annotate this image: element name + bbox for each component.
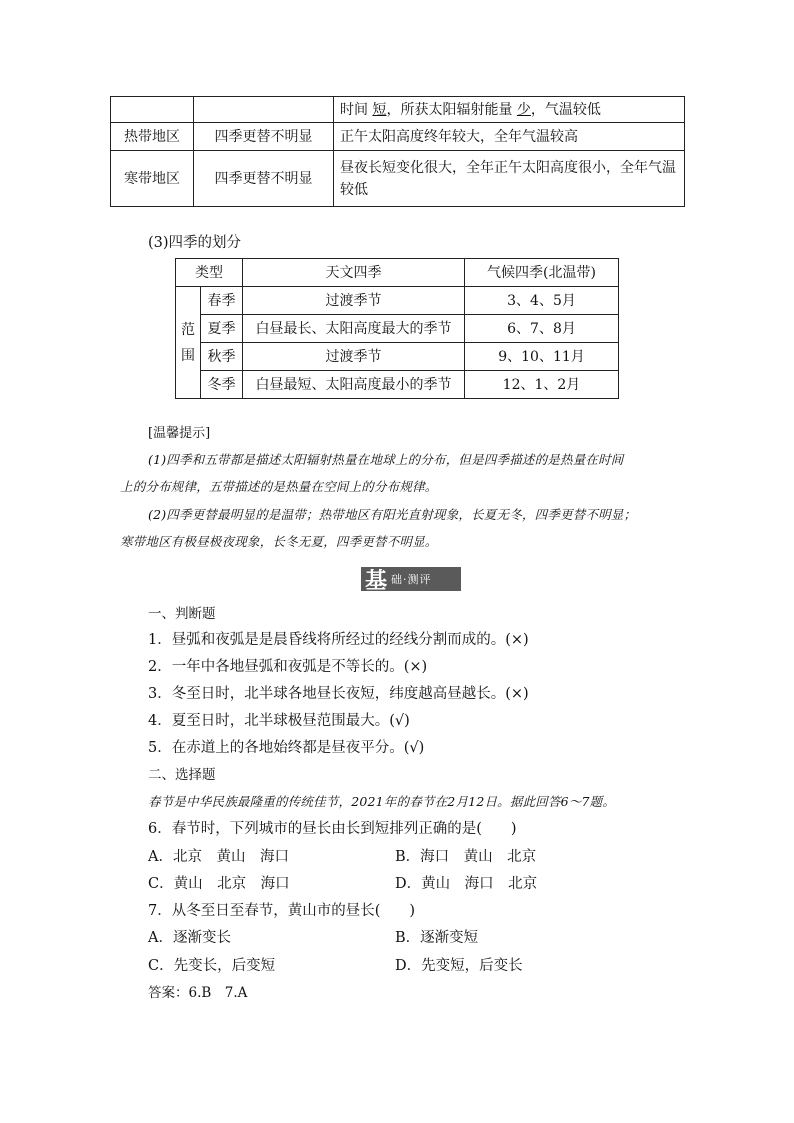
cell-season-change: 四季更替不明显 [194,123,334,151]
choice-intro: 春节是中华民族最隆重的传统佳节，2021年的春节在2月12日。据此回答6～7题。 [148,794,616,809]
cell-climate: 3、4、5月 [465,287,619,315]
judge-item-1: 1．昼弧和夜弧是是晨昏线将所经过的经线分割而成的。(×) [148,632,529,648]
top-table [110,96,685,207]
q6-option-d: D．黄山 海口 北京 [395,876,538,892]
table-row [176,371,619,399]
judge-item-4: 4．夏至日时，北半球极昼范围最大。(√) [148,713,410,729]
cell-description: 正午太阳高度终年较大，全年气温较高 [334,123,685,151]
q7-option-d: D．先变短，后变长 [395,958,523,974]
cell-climate: 9、10、11月 [465,343,619,371]
header-climate: 气候四季(北温带) [465,259,619,287]
text-part: ，所获太阳辐射能量 [386,101,517,118]
cell-season: 冬季 [201,371,243,399]
cell-astro: 白昼最短、太阳高度最小的季节 [243,371,465,399]
cell-description: 昼夜长短变化很大，全年正午太阳高度很小，全年气温较低 [334,151,685,207]
cell-season: 秋季 [201,343,243,371]
question-6: 6．春节时，下列城市的昼长由长到短排列正确的是( ) [148,821,517,837]
cell-zone: 寒带地区 [111,151,194,207]
table-row [176,343,619,371]
text-part: ，气温较低 [530,101,601,118]
tips-paragraph-1-line-2: 上的分布规律，五带描述的是热量在空间上的分布规律。 [120,479,438,494]
judge-title: 一、判断题 [148,606,216,622]
banner-label: 础·测评 [391,573,432,586]
range-text: 范围 [181,321,195,364]
tips-title: [温馨提示] [148,426,211,441]
text-part: 时间 [340,101,373,118]
cell-empty [111,97,194,123]
judge-item-2: 2．一年中各地昼弧和夜弧是不等长的。(×) [148,659,428,675]
cell-zone: 热带地区 [111,123,194,151]
table-row [176,315,619,343]
cell-empty [194,97,334,123]
table-header-row [176,259,619,287]
judge-item-3: 3．冬至日时，北半球各地昼长夜短，纬度越高昼越长。(×) [148,686,529,702]
q6-option-b: B．海口 黄山 北京 [395,849,537,865]
choice-title: 二、选择题 [148,767,216,783]
cell-season: 春季 [201,287,243,315]
table-row [111,123,685,151]
cell-astro: 白昼最长、太阳高度最大的季节 [243,315,465,343]
banner-big-char: 基 [365,568,388,594]
season-table [175,258,619,399]
q7-option-c: C．先变长，后变短 [148,958,276,974]
cell-description [334,97,685,123]
table-row [111,151,685,207]
header-astro: 天文四季 [243,259,465,287]
q7-option-a: A．逐渐变长 [148,930,231,946]
tips-paragraph-2-line-1: (2)四季更替最明显的是温带；热带地区有阳光直射现象，长夏无冬，四季更替不明显； [148,507,637,522]
section-banner [361,567,461,594]
judge-item-5: 5．在赤道上的各地始终都是昼夜平分。(√) [148,740,425,756]
header-type: 类型 [176,259,243,287]
q6-option-a: A．北京 黄山 海口 [148,849,289,865]
tips-paragraph-1-line-1: (1)四季和五带都是描述太阳辐射热量在地球上的分布，但是四季描述的是热量在时间 [148,452,624,467]
tips-paragraph-2-line-2: 寒带地区有极昼极夜现象，长冬无夏，四季更替不明显。 [120,534,438,549]
section-title: (3)四季的划分 [148,235,242,251]
cell-climate: 12、1、2月 [465,371,619,399]
question-7: 7．从冬至日至春节，黄山市的昼长( ) [148,903,416,919]
cell-astro: 过渡季节 [243,287,465,315]
cell-season-change: 四季更替不明显 [194,151,334,207]
answer-line: 答案：6.B 7.A [148,985,248,1001]
q6-option-c: C．黄山 北京 海口 [148,876,290,892]
cell-climate: 6、7、8月 [465,315,619,343]
cell-astro: 过渡季节 [243,343,465,371]
text-part: 短 [372,101,387,118]
range-label [176,287,201,399]
cell-season: 夏季 [201,315,243,343]
table-row [111,97,685,123]
text-part: 少 [516,101,531,118]
q7-option-b: B．逐渐变短 [395,930,479,946]
table-row [176,287,619,315]
